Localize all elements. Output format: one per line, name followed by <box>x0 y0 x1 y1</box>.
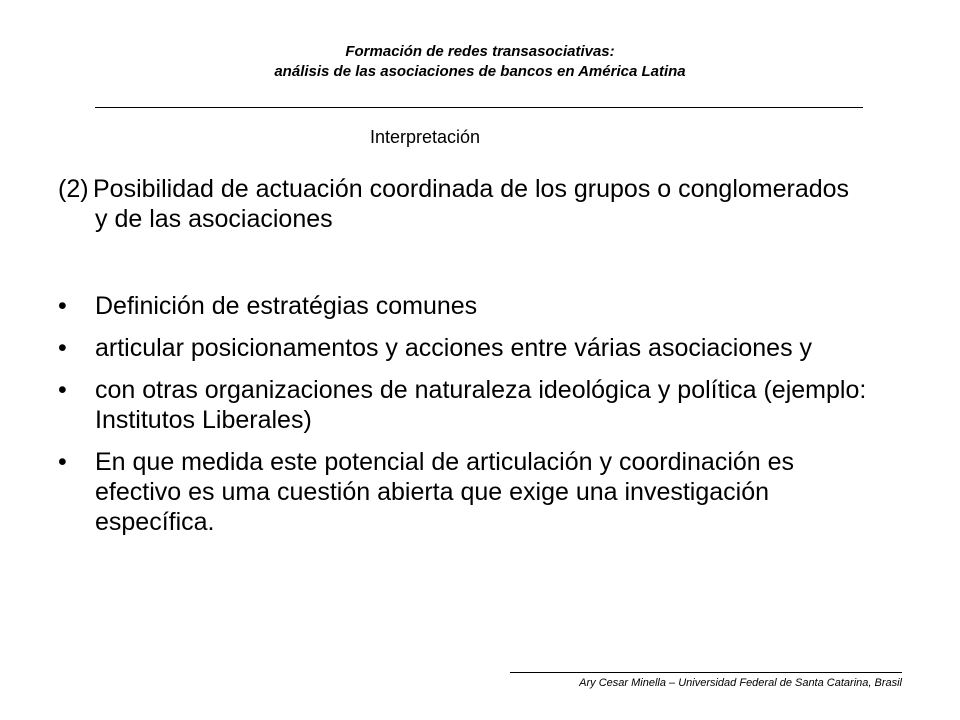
bullet-list <box>58 291 868 549</box>
footer-author: Ary Cesar Minella – Universidad Federal de Santa Catarina, Brasil <box>579 677 902 689</box>
list-item <box>58 447 868 537</box>
header-divider <box>95 107 863 108</box>
bullet-text: articular posicionamentos y acciones entre várias asociaciones y <box>95 334 813 362</box>
bullet-text: con otras organizaciones de naturaleza ideológica y política (ejemplo: Institutos Liberales) <box>95 376 867 434</box>
intro-text-content: Posibilidad de actuación coordinada de los grupos o conglomerados y de las asociaciones <box>93 175 850 233</box>
bullet-icon: • <box>58 376 67 404</box>
intro-paragraph <box>58 174 858 234</box>
header-title-line1: Formación de redes transasociativas: <box>345 43 615 60</box>
list-item <box>58 375 868 435</box>
footer-divider <box>510 672 902 673</box>
slide-header <box>0 42 960 82</box>
bullet-icon: • <box>58 292 67 320</box>
list-item <box>58 333 868 363</box>
bullet-text: Definición de estratégias comunes <box>95 292 478 320</box>
list-item <box>58 291 868 321</box>
bullet-icon: • <box>58 334 67 362</box>
bullet-text: En que medida este potencial de articulación y coordinación es efectivo es uma cuestión abierta que exige una investigación específica. <box>95 448 795 536</box>
bullet-icon: • <box>58 448 67 476</box>
intro-number: (2) <box>58 175 89 203</box>
section-subtitle: Interpretación <box>370 127 481 147</box>
header-title-line2: análisis de las asociaciones de bancos en América Latina <box>274 63 686 80</box>
intro-text <box>58 174 858 234</box>
